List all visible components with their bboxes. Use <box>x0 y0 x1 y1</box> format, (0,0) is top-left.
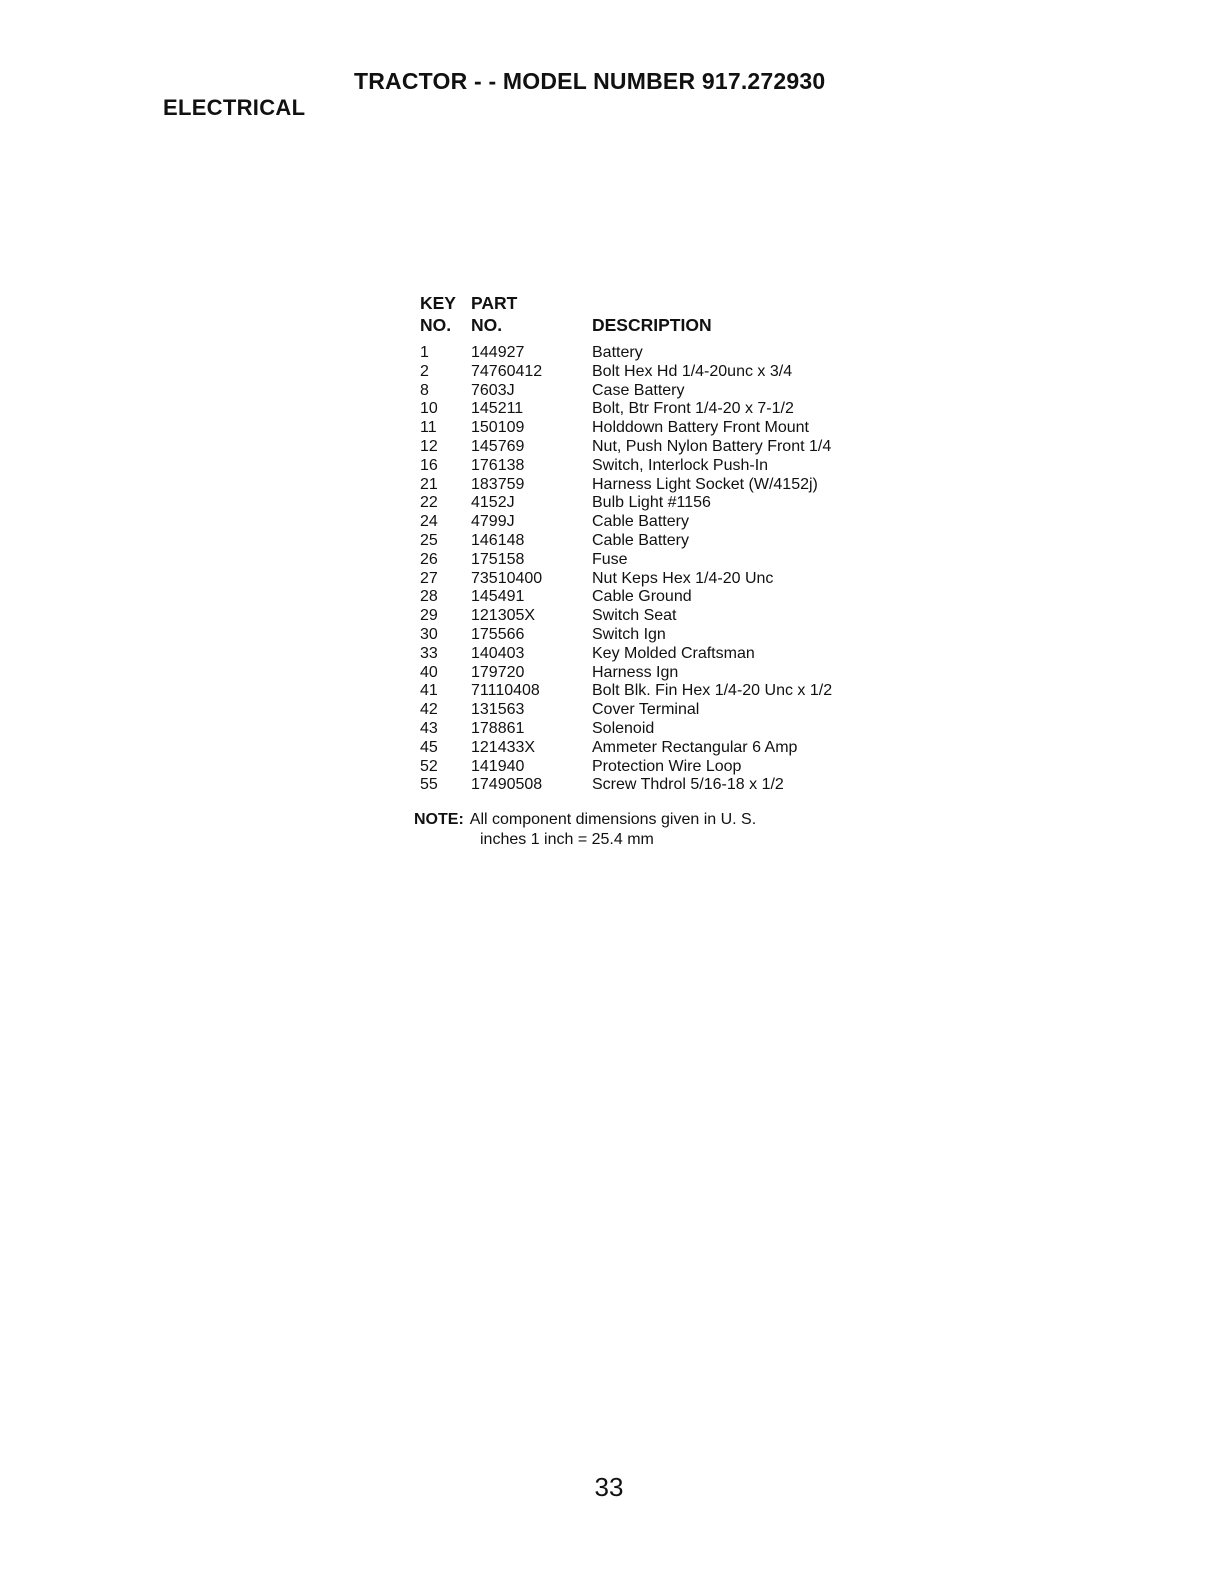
part-no-cell: 131563 <box>471 701 525 719</box>
table-row <box>420 551 892 570</box>
key-no-cell: 12 <box>420 437 438 455</box>
description-header-spacer <box>592 292 892 314</box>
table-row <box>420 513 892 532</box>
table-row <box>420 664 892 683</box>
description-cell: Switch, Interlock Push-In <box>592 456 769 474</box>
table-row <box>420 570 892 589</box>
key-no-cell: 8 <box>420 381 429 399</box>
part-no-cell: 179720 <box>471 663 525 681</box>
part-no-cell: 121305X <box>471 607 536 625</box>
part-no-cell: 141940 <box>471 757 525 775</box>
description-cell: Holddown Battery Front Mount <box>592 419 809 437</box>
table-row <box>420 701 892 720</box>
key-no-cell: 11 <box>420 419 437 437</box>
description-cell: Key Molded Craftsman <box>592 644 755 662</box>
description-cell: Screw Thdrol 5/16-18 x 1/2 <box>592 776 784 794</box>
part-header-bottom: NO. <box>471 315 503 335</box>
table-header <box>420 292 892 344</box>
note-line1: All component dimensions given in U. S. <box>469 811 757 828</box>
part-no-cell: 17490508 <box>471 776 543 794</box>
table-row <box>420 382 892 401</box>
part-no-cell: 73510400 <box>471 569 543 587</box>
description-cell: Cable Battery <box>592 513 689 531</box>
description-cell: Cable Battery <box>592 531 689 549</box>
key-no-cell: 2 <box>420 362 429 380</box>
part-no-cell: 7603J <box>471 381 515 399</box>
table-row <box>420 588 892 607</box>
description-cell: Fuse <box>592 550 628 568</box>
description-cell: Ammeter Rectangular 6 Amp <box>592 738 798 756</box>
table-header-row <box>420 292 892 314</box>
part-no-cell: 4799J <box>471 513 515 531</box>
key-no-cell: 45 <box>420 738 438 756</box>
key-no-cell: 28 <box>420 588 438 606</box>
description-cell: Switch Seat <box>592 607 677 625</box>
note-line2: inches 1 inch = 25.4 mm <box>480 831 654 848</box>
part-header-top: PART <box>471 293 518 313</box>
part-no-cell: 175566 <box>471 625 525 643</box>
description-header: DESCRIPTION <box>592 315 712 335</box>
key-header-bottom: NO. <box>420 315 452 335</box>
table-header-row <box>420 314 892 344</box>
description-cell: Case Battery <box>592 381 685 399</box>
description-cell: Solenoid <box>592 719 655 737</box>
part-no-cell: 140403 <box>471 644 525 662</box>
part-no-cell: 74760412 <box>471 362 543 380</box>
table-row <box>420 363 892 382</box>
note <box>414 810 756 850</box>
key-no-cell: 33 <box>420 644 438 662</box>
key-no-cell: 21 <box>420 475 438 493</box>
table-row <box>420 720 892 739</box>
table-row <box>420 476 892 495</box>
part-no-cell: 176138 <box>471 456 525 474</box>
description-cell: Protection Wire Loop <box>592 757 742 775</box>
part-no-cell: 145211 <box>471 400 524 418</box>
key-no-cell: 42 <box>420 701 438 719</box>
key-no-cell: 43 <box>420 719 438 737</box>
page-title: TRACTOR - - MODEL NUMBER 917.272930 <box>354 68 826 94</box>
description-cell: Bolt, Btr Front 1/4-20 x 7-1/2 <box>592 400 794 418</box>
table-row <box>420 532 892 551</box>
key-no-cell: 26 <box>420 550 438 568</box>
note-label: NOTE: <box>414 811 464 828</box>
table-row <box>420 626 892 645</box>
table-row <box>420 438 892 457</box>
part-no-cell: 71110408 <box>471 682 540 700</box>
table-row <box>420 400 892 419</box>
table-row <box>420 607 892 626</box>
key-no-cell: 1 <box>420 344 429 361</box>
key-no-cell: 24 <box>420 513 438 531</box>
table-row <box>420 776 892 795</box>
key-no-cell: 41 <box>420 682 438 700</box>
description-cell: Cover Terminal <box>592 701 700 719</box>
key-no-cell: 16 <box>420 456 438 474</box>
table-row <box>420 758 892 777</box>
part-no-cell: 146148 <box>471 531 525 549</box>
table-row <box>420 419 892 438</box>
key-no-cell: 52 <box>420 757 438 775</box>
page-number: 33 <box>594 1472 624 1502</box>
part-no-cell: 178861 <box>471 719 525 737</box>
part-no-cell: 4152J <box>471 494 515 512</box>
key-no-cell: 25 <box>420 531 438 549</box>
section-heading: ELECTRICAL <box>163 95 306 120</box>
part-no-cell: 121433X <box>471 738 536 756</box>
description-cell: Battery <box>592 344 643 361</box>
key-no-cell: 29 <box>420 607 438 625</box>
description-cell: Harness Ign <box>592 663 679 681</box>
description-cell: Switch Ign <box>592 625 666 643</box>
description-cell: Bulb Light #1156 <box>592 494 711 512</box>
key-no-cell: 22 <box>420 494 438 512</box>
part-no-cell: 150109 <box>471 419 525 437</box>
key-no-cell: 27 <box>420 569 438 587</box>
table-row <box>420 494 892 513</box>
part-no-cell: 144927 <box>471 344 525 361</box>
parts-table <box>420 292 892 795</box>
key-no-cell: 30 <box>420 625 438 643</box>
key-no-cell: 10 <box>420 400 438 418</box>
description-cell: Cable Ground <box>592 588 692 606</box>
part-no-cell: 145769 <box>471 437 525 455</box>
description-cell: Bolt Hex Hd 1/4-20unc x 3/4 <box>592 362 793 380</box>
part-no-cell: 183759 <box>471 475 525 493</box>
description-cell: Harness Light Socket (W/4152j) <box>592 475 818 493</box>
table-body <box>420 344 892 795</box>
table-row <box>420 682 892 701</box>
description-cell: Nut, Push Nylon Battery Front 1/4 <box>592 437 832 455</box>
description-cell: Bolt Blk. Fin Hex 1/4-20 Unc x 1/2 <box>592 682 833 700</box>
key-no-cell: 55 <box>420 776 438 794</box>
table-row <box>420 457 892 476</box>
part-no-cell: 145491 <box>471 588 525 606</box>
table-row <box>420 739 892 758</box>
key-no-cell: 40 <box>420 663 438 681</box>
table-row <box>420 645 892 664</box>
part-no-cell: 175158 <box>471 550 525 568</box>
description-cell: Nut Keps Hex 1/4-20 Unc <box>592 569 774 587</box>
key-header-top: KEY <box>420 293 456 313</box>
table-row <box>420 344 892 363</box>
